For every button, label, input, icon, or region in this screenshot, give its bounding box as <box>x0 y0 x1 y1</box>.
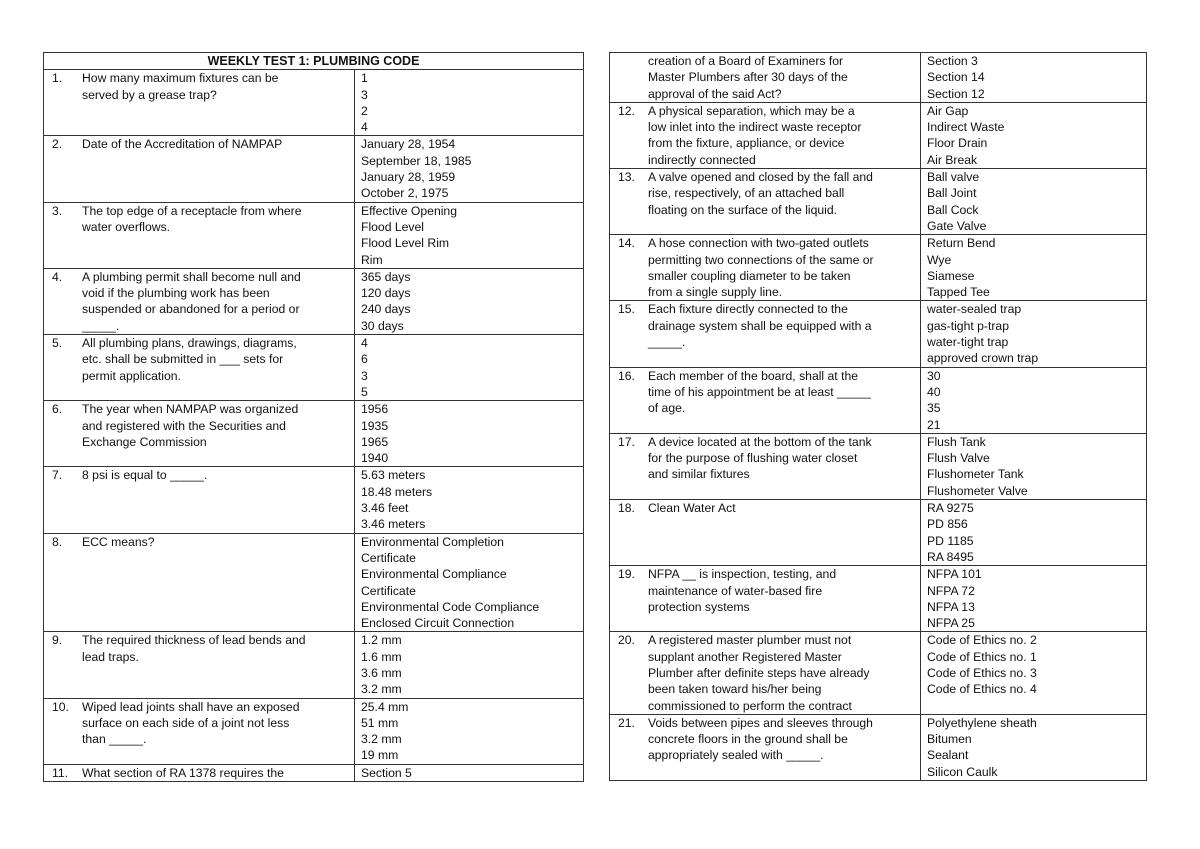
answer-choice: January 28, 1954 <box>361 137 456 152</box>
answer-choice: 1956 <box>361 402 389 417</box>
question-number: 15. <box>618 302 635 317</box>
question-text-line: A device located at the bottom of the tank <box>648 434 872 449</box>
answer-choice: Section 5 <box>361 765 412 780</box>
question-number: 4. <box>52 269 63 284</box>
choices-cell <box>355 764 584 781</box>
question-row <box>610 433 1147 499</box>
question-number: 13. <box>618 170 635 185</box>
answer-choice: Code of Ethics no. 1 <box>927 649 1037 664</box>
choices-cell <box>355 698 584 764</box>
answer-choice: 3.46 meters <box>361 517 426 532</box>
question-cell <box>44 467 355 533</box>
question-cell <box>44 401 355 467</box>
question-row <box>44 136 584 202</box>
question-number: 8. <box>52 534 63 549</box>
choices-cell <box>921 235 1147 301</box>
answer-choice: NFPA 13 <box>927 599 975 614</box>
answer-choice: PD 856 <box>927 517 968 532</box>
answer-choice: Sealant <box>927 748 969 763</box>
question-text-line: concrete floors in the ground shall be <box>648 732 848 747</box>
answer-choice: Polyethylene sheath <box>927 715 1037 730</box>
answer-choice: 3.6 mm <box>361 665 402 680</box>
question-text-line: Voids between pipes and sleeves through <box>648 715 873 730</box>
question-cell <box>44 335 355 401</box>
question-text-line: _____. <box>82 318 120 333</box>
answer-choice: 365 days <box>361 269 411 284</box>
question-cell <box>44 764 355 781</box>
answer-choice: 120 days <box>361 286 411 301</box>
choices-cell <box>921 169 1147 235</box>
question-text-line: commissioned to perform the contract <box>648 698 852 713</box>
question-cell <box>44 268 355 334</box>
question-row <box>610 500 1147 566</box>
answer-choice: 18.48 meters <box>361 484 433 499</box>
answer-choice: 6 <box>361 352 368 367</box>
question-text-line: protection systems <box>648 599 750 614</box>
question-row <box>610 566 1147 632</box>
question-number: 19. <box>618 567 635 582</box>
answer-choice: Floor Drain <box>927 136 988 151</box>
answer-choice: 1940 <box>361 451 389 466</box>
question-text-line: NFPA __ is inspection, testing, and <box>648 567 837 582</box>
question-row <box>44 70 584 136</box>
question-text-line: rise, respectively, of an attached ball <box>648 186 845 201</box>
answer-choice: NFPA 72 <box>927 583 975 598</box>
answer-choice: 2 <box>361 103 368 118</box>
answer-choice: Return Bend <box>927 236 996 251</box>
answer-choice: Siamese <box>927 268 975 283</box>
choices-cell <box>355 136 584 202</box>
choices-cell <box>355 401 584 467</box>
answer-choice: 1 <box>361 71 368 86</box>
answer-choice: September 18, 1985 <box>361 153 472 168</box>
question-text-line: A physical separation, which may be a <box>648 103 855 118</box>
left-column <box>43 52 584 782</box>
question-cell <box>610 235 921 301</box>
right-question-table <box>609 52 1147 781</box>
answer-choice: 5.63 meters <box>361 468 426 483</box>
choices-cell <box>355 632 584 698</box>
choices-cell <box>921 367 1147 433</box>
choices-cell <box>355 70 584 136</box>
answer-choice: 21 <box>927 417 941 432</box>
question-text-line: A plumbing permit shall become null and <box>82 269 301 284</box>
question-row <box>44 401 584 467</box>
question-text-line: etc. shall be submitted in ___ sets for <box>82 352 284 367</box>
answer-choice: Enclosed Circuit Connection <box>361 616 515 631</box>
question-number: 21. <box>618 715 635 730</box>
question-text-line: Each fixture directly connected to the <box>648 302 848 317</box>
question-text-line: appropriately sealed with _____. <box>648 748 824 763</box>
question-text-line: lead traps. <box>82 649 139 664</box>
answer-choice: 40 <box>927 384 941 399</box>
answer-choice: 1965 <box>361 434 389 449</box>
question-text-line: creation of a Board of Examiners for <box>648 54 844 68</box>
question-row <box>44 268 584 334</box>
right-column <box>609 52 1147 781</box>
question-text-line: approval of the said Act? <box>648 86 782 101</box>
answer-choice: Effective Opening <box>361 203 457 218</box>
question-row <box>610 301 1147 367</box>
question-row <box>44 698 584 764</box>
question-number: 17. <box>618 434 635 449</box>
question-number: 5. <box>52 336 63 351</box>
choices-cell <box>921 53 1147 103</box>
question-text-line: suspended or abandoned for a period or <box>82 302 300 317</box>
answer-choice: 30 days <box>361 318 404 333</box>
test-title: WEEKLY TEST 1: PLUMBING CODE <box>44 53 584 70</box>
question-number: 9. <box>52 633 63 648</box>
question-text-line: from a single supply line. <box>648 285 783 300</box>
question-text-line: time of his appointment be at least _____ <box>648 384 871 399</box>
left-question-table <box>43 52 584 782</box>
answer-choice: Environmental Code Compliance <box>361 599 540 614</box>
question-cell <box>44 136 355 202</box>
answer-choice: approved crown trap <box>927 351 1039 366</box>
question-text-line: Exchange Commission <box>82 434 207 449</box>
answer-choice: Ball Joint <box>927 186 977 201</box>
question-row <box>610 632 1147 714</box>
answer-choice: Ball Cock <box>927 202 979 217</box>
question-cell <box>44 202 355 268</box>
question-number: 20. <box>618 633 635 648</box>
answer-choice: Flushometer Tank <box>927 467 1024 482</box>
question-row <box>610 102 1147 168</box>
question-text-line: Master Plumbers after 30 days of the <box>648 70 848 85</box>
question-text-line: Wiped lead joints shall have an exposed <box>82 699 300 714</box>
answer-choice: Indirect Waste <box>927 120 1005 135</box>
answer-choice: Code of Ethics no. 3 <box>927 665 1037 680</box>
question-text-line: than _____. <box>82 732 147 747</box>
question-cell <box>44 632 355 698</box>
question-cell <box>610 102 921 168</box>
question-number: 1. <box>52 71 63 86</box>
answer-choice: RA 9275 <box>927 501 974 516</box>
answer-choice: Code of Ethics no. 4 <box>927 682 1037 697</box>
question-text-line: served by a grease trap? <box>82 87 217 102</box>
choices-cell <box>355 467 584 533</box>
question-number: 10. <box>52 699 69 714</box>
question-text-line: supplant another Registered Master <box>648 649 842 664</box>
answer-choice: water-tight trap <box>927 335 1009 350</box>
question-number: 16. <box>618 368 635 383</box>
choices-cell <box>921 102 1147 168</box>
question-row <box>610 367 1147 433</box>
question-row <box>44 764 584 781</box>
answer-choice: Flushometer Valve <box>927 483 1028 498</box>
question-cell <box>610 367 921 433</box>
question-text-line: of age. <box>648 401 686 416</box>
question-text-line: Plumber after definite steps have already <box>648 665 870 680</box>
question-text-line: A registered master plumber must not <box>648 633 852 648</box>
question-text-line: floating on the surface of the liquid. <box>648 202 838 217</box>
choices-cell <box>921 714 1147 780</box>
answer-choice: 3.2 mm <box>361 732 402 747</box>
question-text-line: for the purpose of flushing water closet <box>648 451 858 466</box>
choices-cell <box>355 202 584 268</box>
question-text-line: smaller coupling diameter to be taken <box>648 268 851 283</box>
question-row <box>44 335 584 401</box>
answer-choice: October 2, 1975 <box>361 186 449 201</box>
answer-choice: Flood Level Rim <box>361 236 450 251</box>
question-text-line: indirectly connected <box>648 152 756 167</box>
choices-cell <box>355 335 584 401</box>
question-cell <box>610 500 921 566</box>
choices-cell <box>921 632 1147 714</box>
question-text-line: maintenance of water-based fire <box>648 583 823 598</box>
question-cell <box>44 533 355 632</box>
answer-choice: 1935 <box>361 418 389 433</box>
choices-cell <box>921 566 1147 632</box>
question-text-line: permit application. <box>82 368 181 383</box>
question-text-line: Each member of the board, shall at the <box>648 368 859 383</box>
answer-choice: RA 8495 <box>927 549 974 564</box>
question-text-line: permitting two connections of the same or <box>648 252 874 267</box>
answer-choice: Air Break <box>927 152 978 167</box>
question-text-line: surface on each side of a joint not less <box>82 715 290 730</box>
question-row <box>610 169 1147 235</box>
answer-choice: Certificate <box>361 583 416 598</box>
answer-choice: 1.6 mm <box>361 649 402 664</box>
answer-choice: 4 <box>361 120 368 135</box>
answer-choice: Gate Valve <box>927 218 987 233</box>
question-row <box>610 53 1147 103</box>
answer-choice: 240 days <box>361 302 411 317</box>
answer-choice: NFPA 101 <box>927 567 982 582</box>
question-cell <box>610 301 921 367</box>
answer-choice: 5 <box>361 384 368 399</box>
question-text-line: Clean Water Act <box>648 501 736 516</box>
question-text-line: A valve opened and closed by the fall and <box>648 170 873 185</box>
question-text-line: and similar fixtures <box>648 467 750 482</box>
answer-choice: 51 mm <box>361 715 399 730</box>
question-number: 2. <box>52 137 63 152</box>
answer-choice: water-sealed trap <box>927 302 1022 317</box>
question-cell <box>610 169 921 235</box>
question-number: 11. <box>52 765 69 780</box>
question-text-line: and registered with the Securities and <box>82 418 286 433</box>
answer-choice: January 28, 1959 <box>361 170 456 185</box>
question-cell <box>610 53 921 103</box>
answer-choice: gas-tight p-trap <box>927 318 1009 333</box>
question-number: 7. <box>52 468 63 483</box>
question-text-line: A hose connection with two-gated outlets <box>648 236 869 251</box>
answer-choice: Section 12 <box>927 86 985 101</box>
question-text-line: been taken toward his/her being <box>648 682 822 697</box>
answer-choice: 1.2 mm <box>361 633 402 648</box>
question-row <box>610 235 1147 301</box>
answer-choice: Code of Ethics no. 2 <box>927 633 1037 648</box>
answer-choice: Flood Level <box>361 219 425 234</box>
answer-choice: NFPA 25 <box>927 616 975 631</box>
question-text-line: _____. <box>648 335 686 350</box>
question-number: 18. <box>618 501 635 516</box>
question-cell <box>610 714 921 780</box>
question-number: 12. <box>618 103 635 118</box>
question-cell <box>44 698 355 764</box>
question-text-line: The top edge of a receptacle from where <box>82 203 302 218</box>
answer-choice: 3 <box>361 87 368 102</box>
question-number: 6. <box>52 402 63 417</box>
question-text-line: water overflows. <box>82 219 171 234</box>
question-cell <box>610 433 921 499</box>
question-row <box>610 714 1147 780</box>
question-cell <box>610 632 921 714</box>
question-cell <box>610 566 921 632</box>
question-text-line: void if the plumbing work has been <box>82 286 270 301</box>
answer-choice: Certificate <box>361 550 416 565</box>
question-text-line: low inlet into the indirect waste receptor <box>648 120 862 135</box>
answer-choice: 25.4 mm <box>361 699 409 714</box>
answer-choice: 35 <box>927 401 941 416</box>
title-row <box>44 53 584 70</box>
answer-choice: Rim <box>361 252 383 267</box>
answer-choice: Tapped Tee <box>927 285 990 300</box>
question-row <box>44 632 584 698</box>
answer-choice: Flush Valve <box>927 451 990 466</box>
choices-cell <box>921 500 1147 566</box>
answer-choice: Air Gap <box>927 103 969 118</box>
question-text-line: 8 psi is equal to _____. <box>82 468 208 483</box>
answer-choice: Bitumen <box>927 732 972 747</box>
answer-choice: 3 <box>361 368 368 383</box>
choices-cell <box>355 268 584 334</box>
answer-choice: PD 1185 <box>927 533 974 548</box>
answer-choice: 19 mm <box>361 748 399 763</box>
answer-choice: 3.2 mm <box>361 682 402 697</box>
answer-choice: Environmental Compliance <box>361 567 507 582</box>
choices-cell <box>355 533 584 632</box>
question-text-line: What section of RA 1378 requires the <box>82 765 284 780</box>
question-row <box>44 533 584 632</box>
answer-choice: Wye <box>927 252 952 267</box>
question-row <box>44 467 584 533</box>
answer-choice: Silicon Caulk <box>927 764 998 779</box>
question-row <box>44 202 584 268</box>
choices-cell <box>921 301 1147 367</box>
choices-cell <box>921 433 1147 499</box>
question-number: 14. <box>618 236 635 251</box>
question-cell <box>44 70 355 136</box>
question-text-line: drainage system shall be equipped with a <box>648 318 872 333</box>
question-number: 3. <box>52 203 63 218</box>
answer-choice: 4 <box>361 336 368 351</box>
question-text-line: ECC means? <box>82 534 155 549</box>
answer-choice: Environmental Completion <box>361 534 504 549</box>
answer-choice: Section 14 <box>927 70 985 85</box>
answer-choice: Flush Tank <box>927 434 986 449</box>
question-text-line: The required thickness of lead bends and <box>82 633 306 648</box>
answer-choice: 3.46 feet <box>361 501 409 516</box>
question-text-line: How many maximum fixtures can be <box>82 71 279 86</box>
answer-choice: Ball valve <box>927 170 980 185</box>
question-text-line: The year when NAMPAP was organized <box>82 402 299 417</box>
question-text-line: Date of the Accreditation of NAMPAP <box>82 137 283 152</box>
answer-choice: 30 <box>927 368 941 383</box>
question-text-line: All plumbing plans, drawings, diagrams, <box>82 336 297 351</box>
question-text-line: from the fixture, appliance, or device <box>648 136 845 151</box>
answer-choice: Section 3 <box>927 54 978 68</box>
